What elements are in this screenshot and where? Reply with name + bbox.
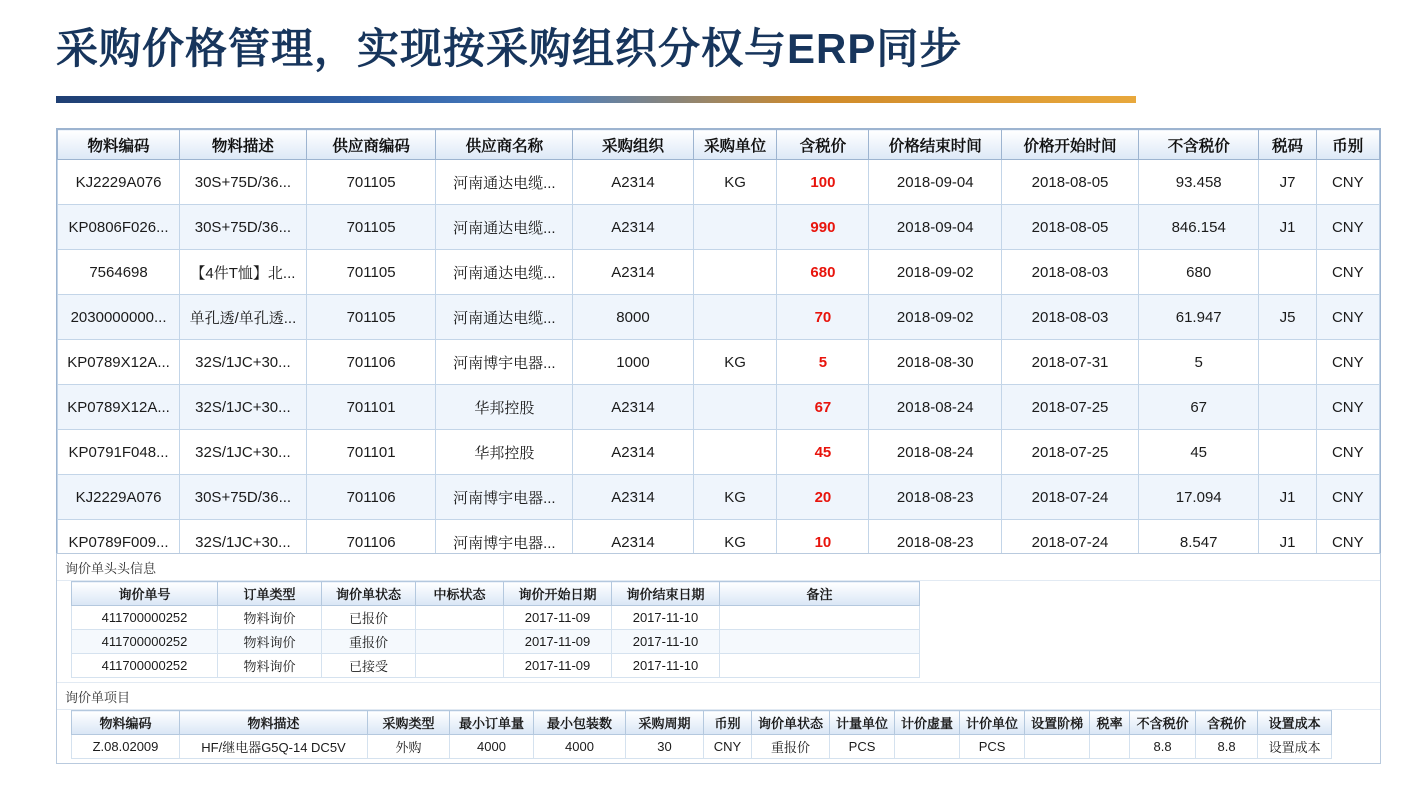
inquiry-item-row[interactable] <box>72 735 1332 759</box>
cell-inquiry-no: 411700000252 <box>72 630 218 654</box>
inquiry-head-row[interactable] <box>72 606 920 630</box>
column-header-set-tier[interactable]: 设置阶梯 <box>1025 711 1090 735</box>
cell-tax-incl-price: 10 <box>777 520 869 565</box>
column-header-purchase-type[interactable]: 采购类型 <box>368 711 450 735</box>
cell-price-end-date: 2018-08-23 <box>869 520 1002 565</box>
cell-purchase-org: A2314 <box>573 250 693 295</box>
cell-purchase-cycle: 30 <box>626 735 704 759</box>
column-header-material-desc[interactable]: 物料描述 <box>180 130 307 160</box>
cell-supplier-code: 701105 <box>306 295 436 340</box>
cell-material-desc: 32S/1JC+30... <box>180 340 307 385</box>
inquiry-head-section-label: 询价单头头信息 <box>57 554 1380 581</box>
column-header-remark[interactable]: 备注 <box>720 582 920 606</box>
cell-purchase-org: A2314 <box>573 430 693 475</box>
column-header-purchase-org[interactable]: 采购组织 <box>573 130 693 160</box>
cell-currency: CNY <box>1316 160 1379 205</box>
cell-material-code: Z.08.02009 <box>72 735 180 759</box>
column-header-tax-incl-price[interactable]: 含税价 <box>777 130 869 160</box>
cell-supplier-code: 701105 <box>306 205 436 250</box>
cell-inquiry-end-date: 2017-11-10 <box>612 630 720 654</box>
column-header-min-package-qty[interactable]: 最小包装数 <box>534 711 626 735</box>
cell-currency: CNY <box>704 735 752 759</box>
table-row[interactable] <box>58 340 1380 385</box>
cell-supplier-code: 701106 <box>306 520 436 565</box>
cell-supplier-name: 华邦控股 <box>436 430 573 475</box>
column-header-pricing-qty[interactable]: 计价虚量 <box>895 711 960 735</box>
cell-price-end-date: 2018-08-24 <box>869 385 1002 430</box>
cell-price-start-date: 2018-07-25 <box>1002 430 1139 475</box>
cell-material-code: 7564698 <box>58 250 180 295</box>
column-header-inquiry-no[interactable]: 询价单号 <box>72 582 218 606</box>
cell-price-end-date: 2018-08-30 <box>869 340 1002 385</box>
cell-bid-status <box>416 606 504 630</box>
cell-tax-excl-price: 61.947 <box>1138 295 1258 340</box>
cell-material-desc: 30S+75D/36... <box>180 475 307 520</box>
cell-price-start-date: 2018-07-24 <box>1002 520 1139 565</box>
cell-purchase-unit: KG <box>693 475 777 520</box>
cell-set-tier <box>1025 735 1090 759</box>
cell-supplier-name: 河南博宇电器... <box>436 520 573 565</box>
cell-inquiry-no: 411700000252 <box>72 606 218 630</box>
cell-currency: CNY <box>1316 430 1379 475</box>
cell-tax-code: J7 <box>1259 160 1316 205</box>
cell-tax-excl-price: 8.8 <box>1130 735 1196 759</box>
cell-price-start-date: 2018-08-05 <box>1002 205 1139 250</box>
table-row[interactable] <box>58 295 1380 340</box>
column-header-purchase-unit[interactable]: 采购单位 <box>693 130 777 160</box>
cell-material-code: KP0789X12A... <box>58 340 180 385</box>
cell-purchase-org: 1000 <box>573 340 693 385</box>
table-header-row <box>58 130 1380 160</box>
column-header-inquiry-status[interactable]: 询价单状态 <box>322 582 416 606</box>
cell-inquiry-status: 已报价 <box>322 606 416 630</box>
cell-material-desc: HF/继电器G5Q-14 DC5V <box>180 735 368 759</box>
table-row[interactable] <box>58 475 1380 520</box>
column-header-price-start-date[interactable]: 价格开始时间 <box>1002 130 1139 160</box>
cell-material-desc: 32S/1JC+30... <box>180 385 307 430</box>
cell-tax-excl-price: 67 <box>1138 385 1258 430</box>
cell-inquiry-end-date: 2017-11-10 <box>612 606 720 630</box>
cell-material-code: KP0806F026... <box>58 205 180 250</box>
cell-tax-incl-price: 680 <box>777 250 869 295</box>
cell-purchase-unit: KG <box>693 520 777 565</box>
cell-supplier-name: 华邦控股 <box>436 385 573 430</box>
cell-supplier-name: 河南博宇电器... <box>436 475 573 520</box>
cell-material-desc: 32S/1JC+30... <box>180 520 307 565</box>
cell-purchase-org: A2314 <box>573 160 693 205</box>
cell-purchase-org: A2314 <box>573 205 693 250</box>
cell-purchase-org: A2314 <box>573 385 693 430</box>
cell-inquiry-start-date: 2017-11-09 <box>504 654 612 678</box>
cell-remark <box>720 606 920 630</box>
cell-price-start-date: 2018-07-31 <box>1002 340 1139 385</box>
cell-order-type: 物料询价 <box>218 606 322 630</box>
cell-purchase-org: A2314 <box>573 475 693 520</box>
cell-material-desc: 30S+75D/36... <box>180 160 307 205</box>
cell-supplier-code: 701106 <box>306 340 436 385</box>
inquiry-item-header-row <box>72 711 1332 735</box>
column-header-currency[interactable]: 币别 <box>1316 130 1379 160</box>
cell-material-code: KJ2229A076 <box>58 160 180 205</box>
column-header-inquiry-end-date[interactable]: 询价结束日期 <box>612 582 720 606</box>
inquiry-item-section-label: 询价单项目 <box>57 682 1380 710</box>
cell-remark <box>720 630 920 654</box>
cell-price-start-date: 2018-08-05 <box>1002 160 1139 205</box>
cell-tax-incl-price: 45 <box>777 430 869 475</box>
title-divider <box>56 96 1136 103</box>
cell-currency: CNY <box>1316 340 1379 385</box>
inquiry-item-table-holder <box>57 710 1380 763</box>
column-header-set-cost[interactable]: 设置成本 <box>1258 711 1332 735</box>
cell-supplier-code: 701105 <box>306 250 436 295</box>
cell-tax-code <box>1259 430 1316 475</box>
cell-pricing-qty <box>895 735 960 759</box>
cell-price-start-date: 2018-07-25 <box>1002 385 1139 430</box>
cell-min-package-qty: 4000 <box>534 735 626 759</box>
column-header-tax-code[interactable]: 税码 <box>1259 130 1316 160</box>
cell-supplier-name: 河南通达电缆... <box>436 205 573 250</box>
column-header-order-type[interactable]: 订单类型 <box>218 582 322 606</box>
cell-purchase-org: A2314 <box>573 520 693 565</box>
cell-tax-excl-price: 8.547 <box>1138 520 1258 565</box>
cell-purchase-unit <box>693 295 777 340</box>
cell-tax-incl-price: 20 <box>777 475 869 520</box>
cell-purchase-unit: KG <box>693 340 777 385</box>
cell-material-code: KJ2229A076 <box>58 475 180 520</box>
column-header-material-code[interactable]: 物料编码 <box>72 711 180 735</box>
cell-supplier-name: 河南通达电缆... <box>436 295 573 340</box>
page-title: 采购价格管理，实现按采购组织分权与ERP同步 <box>56 25 963 72</box>
cell-currency: CNY <box>1316 475 1379 520</box>
cell-price-start-date: 2018-07-24 <box>1002 475 1139 520</box>
cell-inquiry-status: 已接受 <box>322 654 416 678</box>
cell-inquiry-start-date: 2017-11-09 <box>504 606 612 630</box>
cell-material-code: KP0791F048... <box>58 430 180 475</box>
set-cost-button[interactable]: 设置成本 <box>1258 735 1332 759</box>
inquiry-head-table <box>71 581 920 678</box>
cell-remark <box>720 654 920 678</box>
column-header-min-order-qty[interactable]: 最小订单量 <box>450 711 534 735</box>
table-row[interactable] <box>58 430 1380 475</box>
table-row[interactable] <box>58 205 1380 250</box>
cell-supplier-code: 701101 <box>306 385 436 430</box>
cell-measure-unit: PCS <box>830 735 895 759</box>
cell-supplier-name: 河南通达电缆... <box>436 160 573 205</box>
cell-inquiry-no: 411700000252 <box>72 654 218 678</box>
cell-tax-incl-price: 70 <box>777 295 869 340</box>
cell-inquiry-status: 重报价 <box>752 735 830 759</box>
cell-tax-incl-price: 5 <box>777 340 869 385</box>
cell-order-type: 物料询价 <box>218 630 322 654</box>
cell-currency: CNY <box>1316 250 1379 295</box>
cell-tax-rate <box>1090 735 1130 759</box>
column-header-tax-excl-price[interactable]: 不含税价 <box>1138 130 1258 160</box>
cell-inquiry-start-date: 2017-11-09 <box>504 630 612 654</box>
column-header-tax-incl-price[interactable]: 含税价 <box>1196 711 1258 735</box>
cell-price-end-date: 2018-08-23 <box>869 475 1002 520</box>
cell-tax-incl-price: 8.8 <box>1196 735 1258 759</box>
cell-supplier-name: 河南博宇电器... <box>436 340 573 385</box>
cell-tax-excl-price: 5 <box>1138 340 1258 385</box>
cell-purchase-unit <box>693 250 777 295</box>
cell-currency: CNY <box>1316 385 1379 430</box>
cell-tax-excl-price: 846.154 <box>1138 205 1258 250</box>
cell-price-end-date: 2018-09-02 <box>869 295 1002 340</box>
column-header-inquiry-status[interactable]: 询价单状态 <box>752 711 830 735</box>
cell-tax-excl-price: 93.458 <box>1138 160 1258 205</box>
cell-pricing-unit: PCS <box>960 735 1025 759</box>
cell-tax-excl-price: 45 <box>1138 430 1258 475</box>
cell-material-desc: 30S+75D/36... <box>180 205 307 250</box>
column-header-material-code[interactable]: 物料编码 <box>58 130 180 160</box>
cell-min-order-qty: 4000 <box>450 735 534 759</box>
cell-inquiry-end-date: 2017-11-10 <box>612 654 720 678</box>
cell-material-desc: 32S/1JC+30... <box>180 430 307 475</box>
cell-bid-status <box>416 654 504 678</box>
column-header-purchase-cycle[interactable]: 采购周期 <box>626 711 704 735</box>
table-row[interactable] <box>58 250 1380 295</box>
column-header-tax-excl-price[interactable]: 不含税价 <box>1130 711 1196 735</box>
cell-purchase-unit <box>693 205 777 250</box>
cell-tax-incl-price: 990 <box>777 205 869 250</box>
inquiry-head-header-row <box>72 582 920 606</box>
cell-supplier-code: 701106 <box>306 475 436 520</box>
cell-tax-code: J1 <box>1259 205 1316 250</box>
cell-material-desc: 单孔透/单孔透... <box>180 295 307 340</box>
cell-inquiry-status: 重报价 <box>322 630 416 654</box>
cell-supplier-code: 701101 <box>306 430 436 475</box>
column-header-bid-status[interactable]: 中标状态 <box>416 582 504 606</box>
cell-tax-code <box>1259 385 1316 430</box>
column-header-tax-rate[interactable]: 税率 <box>1090 711 1130 735</box>
column-header-supplier-code[interactable]: 供应商编码 <box>306 130 436 160</box>
column-header-material-desc[interactable]: 物料描述 <box>180 711 368 735</box>
cell-purchase-unit: KG <box>693 160 777 205</box>
cell-purchase-type: 外购 <box>368 735 450 759</box>
cell-material-code: KP0789F009... <box>58 520 180 565</box>
cell-tax-incl-price: 100 <box>777 160 869 205</box>
cell-tax-code <box>1259 250 1316 295</box>
cell-supplier-name: 河南通达电缆... <box>436 250 573 295</box>
cell-tax-code: J1 <box>1259 520 1316 565</box>
cell-price-end-date: 2018-09-04 <box>869 160 1002 205</box>
cell-purchase-unit <box>693 385 777 430</box>
inquiry-head-table-holder <box>57 581 1380 682</box>
table-row[interactable] <box>58 385 1380 430</box>
cell-purchase-org: 8000 <box>573 295 693 340</box>
table-row[interactable] <box>58 160 1380 205</box>
cell-currency: CNY <box>1316 295 1379 340</box>
inquiry-head-row[interactable] <box>72 630 920 654</box>
cell-price-end-date: 2018-08-24 <box>869 430 1002 475</box>
cell-tax-code: J5 <box>1259 295 1316 340</box>
cell-purchase-unit <box>693 430 777 475</box>
column-header-currency[interactable]: 币别 <box>704 711 752 735</box>
cell-order-type: 物料询价 <box>218 654 322 678</box>
cell-price-start-date: 2018-08-03 <box>1002 250 1139 295</box>
cell-currency: CNY <box>1316 520 1379 565</box>
cell-tax-code <box>1259 340 1316 385</box>
inquiry-item-table <box>71 710 1332 759</box>
cell-currency: CNY <box>1316 205 1379 250</box>
cell-material-desc: 【4件T恤】北... <box>180 250 307 295</box>
purchase-price-grid <box>56 128 1381 566</box>
column-header-measure-unit[interactable]: 计量单位 <box>830 711 895 735</box>
cell-material-code: KP0789X12A... <box>58 385 180 430</box>
cell-bid-status <box>416 630 504 654</box>
cell-tax-incl-price: 67 <box>777 385 869 430</box>
column-header-supplier-name[interactable]: 供应商名称 <box>436 130 573 160</box>
inquiry-detail-panel <box>56 553 1381 764</box>
column-header-inquiry-start-date[interactable]: 询价开始日期 <box>504 582 612 606</box>
cell-price-start-date: 2018-08-03 <box>1002 295 1139 340</box>
cell-tax-excl-price: 680 <box>1138 250 1258 295</box>
cell-tax-code: J1 <box>1259 475 1316 520</box>
cell-price-end-date: 2018-09-04 <box>869 205 1002 250</box>
cell-supplier-code: 701105 <box>306 160 436 205</box>
inquiry-head-row[interactable] <box>72 654 920 678</box>
cell-material-code: 2030000000... <box>58 295 180 340</box>
column-header-price-end-date[interactable]: 价格结束时间 <box>869 130 1002 160</box>
purchase-price-table <box>57 129 1380 565</box>
column-header-pricing-unit[interactable]: 计价单位 <box>960 711 1025 735</box>
cell-tax-excl-price: 17.094 <box>1138 475 1258 520</box>
cell-price-end-date: 2018-09-02 <box>869 250 1002 295</box>
